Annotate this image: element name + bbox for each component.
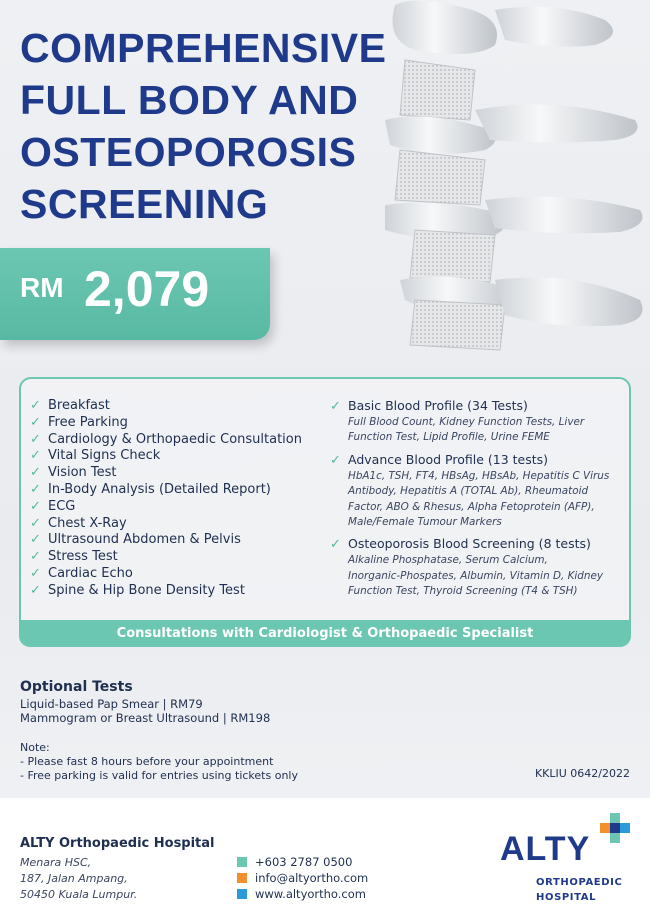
blood-test-title: Osteoporosis Blood Screening (8 tests) bbox=[348, 536, 591, 552]
check-icon: ✓ bbox=[30, 582, 41, 598]
logo-subtitle: ORTHOPAEDIC bbox=[536, 877, 623, 888]
address-line: 50450 Kuala Lumpur. bbox=[20, 888, 138, 901]
check-icon: ✓ bbox=[30, 515, 41, 531]
check-icon: ✓ bbox=[30, 481, 41, 497]
list-item: ✓ Cardiac Echo bbox=[30, 565, 133, 581]
blood-test-desc: Alkaline Phosphatase, Serum Calcium, Inorganic-Phospates, Albumin, Vitamin D, Kidney Function Test, Thyroid Screening (T4 & TSH) bbox=[348, 554, 603, 598]
blood-tests bbox=[330, 398, 620, 606]
note-line: - Please fast 8 hours before your appointment bbox=[20, 755, 274, 768]
blood-test-title: Advance Blood Profile (13 tests) bbox=[348, 451, 549, 467]
list-item: ✓ Free Parking bbox=[30, 414, 128, 430]
spine-illustration bbox=[355, 0, 650, 355]
list-item: ✓ Vision Test bbox=[30, 465, 117, 481]
blood-test-group bbox=[330, 398, 620, 446]
phone-contact[interactable] bbox=[237, 855, 352, 869]
check-icon: ✓ bbox=[30, 431, 41, 447]
license-number: KKLIU 0642/2022 bbox=[534, 767, 630, 780]
blood-test-desc: Full Blood Count, Kidney Function Tests, Liver Function Test, Lipid Profile, Urine FEME bbox=[348, 416, 585, 444]
email-address: info@altyortho.com bbox=[255, 871, 369, 885]
blood-test-group bbox=[330, 452, 620, 531]
included-list bbox=[30, 397, 302, 599]
list-item: ✓ In-Body Analysis (Detailed Report) bbox=[30, 481, 271, 497]
price-currency: RM bbox=[20, 272, 64, 303]
email-contact[interactable] bbox=[237, 871, 368, 885]
check-icon: ✓ bbox=[330, 399, 341, 414]
check-icon: ✓ bbox=[30, 465, 41, 481]
logo-subtitle: HOSPITAL bbox=[536, 892, 597, 903]
check-icon: ✓ bbox=[30, 549, 41, 565]
blood-test-desc: HbA1c, TSH, FT4, HBsAg, HBsAb, Hepatitis C Virus Antibody, Hepatitis A (TOTAL Ab), Rheumatoid Factor, ABO & Rhesus, Alpha Fetoprotein (AFP), Male/Female Tumour Markers bbox=[348, 469, 610, 529]
list-item: ✓ ECG bbox=[30, 498, 76, 514]
blood-test-title: Basic Blood Profile (34 Tests) bbox=[348, 398, 528, 413]
address-line: Menara HSC, bbox=[20, 856, 92, 869]
phone-icon bbox=[237, 857, 247, 867]
check-icon: ✓ bbox=[30, 414, 41, 430]
title-line: SCREENING bbox=[20, 181, 269, 227]
address-line: 187, Jalan Ampang, bbox=[20, 872, 128, 885]
list-item: ✓ Cardiology & Orthopaedic Consultation bbox=[30, 431, 302, 447]
list-item: ✓ Chest X-Ray bbox=[30, 515, 127, 531]
list-item: ✓ Breakfast bbox=[30, 398, 110, 413]
check-icon: ✓ bbox=[30, 532, 41, 548]
website-contact[interactable] bbox=[237, 887, 366, 901]
web-icon bbox=[237, 889, 247, 899]
title-line: OSTEOPOROSIS bbox=[20, 129, 357, 175]
list-item: ✓ Ultrasound Abdomen & Pelvis bbox=[30, 532, 241, 548]
hospital-name: ALTY Orthopaedic Hospital bbox=[20, 836, 215, 851]
title-line: FULL BODY AND bbox=[20, 77, 359, 123]
list-item: ✓ Spine & Hip Bone Density Test bbox=[30, 582, 245, 598]
optional-tests-heading: Optional Tests bbox=[20, 679, 133, 695]
optional-test-item: Mammogram or Breast Ultrasound | RM198 bbox=[20, 711, 271, 725]
phone-number: +603 2787 0500 bbox=[255, 855, 353, 869]
check-icon: ✓ bbox=[30, 498, 41, 514]
consultation-banner: Consultations with Cardiologist & Orthopaedic Specialist bbox=[19, 620, 631, 647]
logo-wordmark: ALTY bbox=[500, 830, 591, 868]
page-title bbox=[20, 22, 386, 230]
list-item: ✓ Vital Signs Check bbox=[30, 448, 161, 464]
price-amount: 2,079 bbox=[84, 261, 210, 317]
check-icon: ✓ bbox=[30, 398, 41, 413]
optional-test-item: Liquid-based Pap Smear | RM79 bbox=[20, 697, 203, 711]
email-icon bbox=[237, 873, 247, 883]
check-icon: ✓ bbox=[330, 452, 341, 468]
check-icon: ✓ bbox=[330, 537, 341, 553]
note-heading: Note: bbox=[20, 741, 50, 754]
note-line: - Free parking is valid for entries using tickets only bbox=[20, 769, 298, 782]
list-item: ✓ Stress Test bbox=[30, 549, 118, 565]
price-badge bbox=[0, 248, 270, 340]
website-url: www.altyortho.com bbox=[255, 887, 366, 901]
check-icon: ✓ bbox=[30, 448, 41, 464]
blood-test-group bbox=[330, 536, 620, 599]
logo-cross-icon bbox=[600, 813, 630, 843]
check-icon: ✓ bbox=[30, 565, 41, 581]
title-line: COMPREHENSIVE bbox=[20, 25, 387, 71]
